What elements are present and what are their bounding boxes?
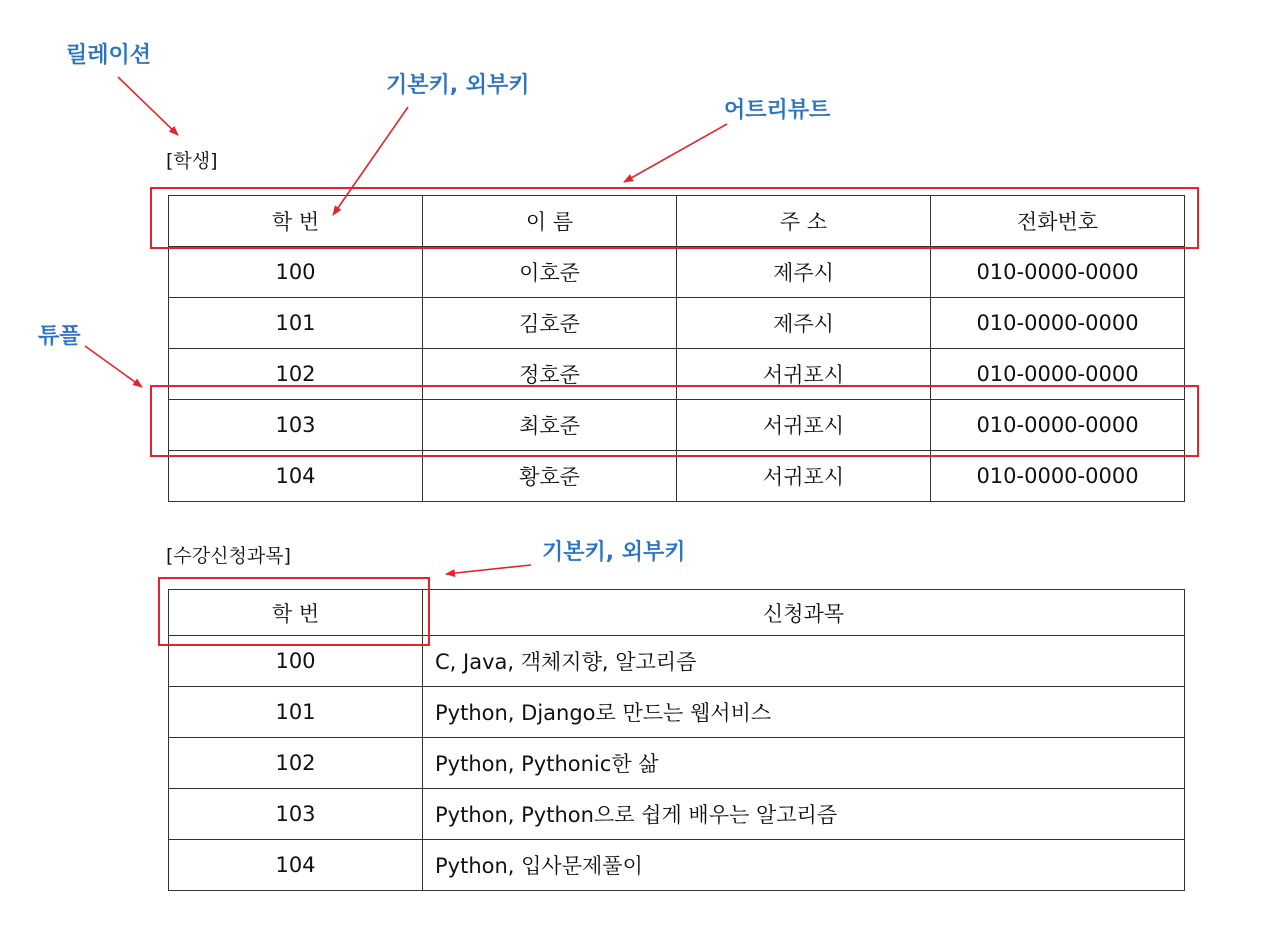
student-header-phone: 전화번호 bbox=[931, 196, 1185, 247]
course-list-cell: Python, 입사문제풀이 bbox=[423, 840, 1185, 891]
student-name-cell: 최호준 bbox=[423, 400, 677, 451]
student-header-address: 주 소 bbox=[677, 196, 931, 247]
student-id-cell: 100 bbox=[169, 247, 423, 298]
student-name-cell: 김호준 bbox=[423, 298, 677, 349]
student-phone-cell: 010-0000-0000 bbox=[931, 451, 1185, 502]
key-label-bottom: 기본키, 외부키 bbox=[542, 540, 686, 565]
course-list-cell: Python, Python으로 쉽게 배우는 알고리즘 bbox=[423, 789, 1185, 840]
student-id-cell: 101 bbox=[169, 298, 423, 349]
key-label-top: 기본키, 외부키 bbox=[386, 73, 530, 98]
student-header-name: 이 름 bbox=[423, 196, 677, 247]
attribute-arrow bbox=[624, 124, 727, 182]
student-name-cell: 이호준 bbox=[423, 247, 677, 298]
course-list-cell: Python, Django로 만드는 웹서비스 bbox=[423, 687, 1185, 738]
student-id-cell: 102 bbox=[169, 349, 423, 400]
course-list-cell: Python, Pythonic한 삶 bbox=[423, 738, 1185, 789]
student-phone-cell: 010-0000-0000 bbox=[931, 247, 1185, 298]
course-id-cell: 103 bbox=[169, 789, 423, 840]
student-address-cell: 서귀포시 bbox=[677, 451, 931, 502]
student-header-id: 학 번 bbox=[169, 196, 423, 247]
course-table-caption: [수강신청과목] bbox=[166, 545, 291, 567]
relation-arrow bbox=[118, 77, 178, 135]
attribute-label: 어트리뷰트 bbox=[724, 98, 831, 123]
student-phone-cell: 010-0000-0000 bbox=[931, 349, 1185, 400]
tuple-label: 튜플 bbox=[38, 324, 81, 349]
student-phone-cell: 010-0000-0000 bbox=[931, 400, 1185, 451]
course-id-cell: 100 bbox=[169, 636, 423, 687]
relation-label: 릴레이션 bbox=[66, 43, 152, 68]
student-address-cell: 서귀포시 bbox=[677, 349, 931, 400]
student-name-cell: 정호준 bbox=[423, 349, 677, 400]
course-header-id: 학 번 bbox=[169, 590, 423, 636]
student-address-cell: 서귀포시 bbox=[677, 400, 931, 451]
student-address-cell: 제주시 bbox=[677, 298, 931, 349]
student-address-cell: 제주시 bbox=[677, 247, 931, 298]
course-list-cell: C, Java, 객체지향, 알고리즘 bbox=[423, 636, 1185, 687]
course-id-cell: 101 bbox=[169, 687, 423, 738]
tuple-arrow bbox=[85, 346, 142, 387]
student-id-cell: 104 bbox=[169, 451, 423, 502]
key-arrow-bottom bbox=[446, 565, 531, 574]
course-id-cell: 104 bbox=[169, 840, 423, 891]
student-id-cell: 103 bbox=[169, 400, 423, 451]
student-table-caption: [학생] bbox=[166, 150, 218, 172]
key-arrow-top bbox=[333, 107, 408, 215]
student-phone-cell: 010-0000-0000 bbox=[931, 298, 1185, 349]
student-name-cell: 황호준 bbox=[423, 451, 677, 502]
course-header-courses: 신청과목 bbox=[423, 590, 1185, 636]
course-id-cell: 102 bbox=[169, 738, 423, 789]
